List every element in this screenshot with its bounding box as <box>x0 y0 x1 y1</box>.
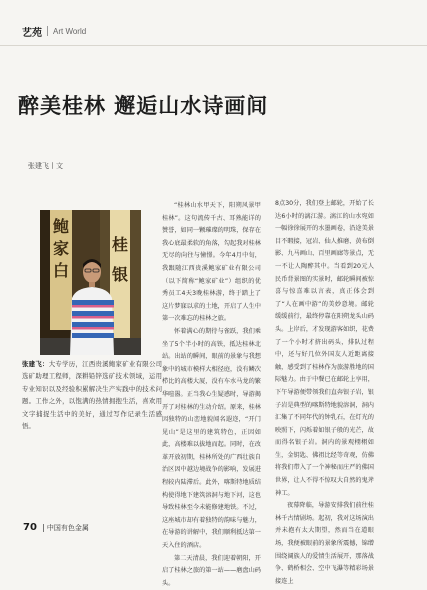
sign-char-3: 白 <box>52 261 70 280</box>
section-name-cn: 艺苑 <box>22 27 42 39</box>
header-rule <box>0 45 427 46</box>
author-photo-illustration <box>40 210 141 355</box>
footer-divider <box>43 524 44 532</box>
sign-char-2: 家 <box>52 239 70 258</box>
page-number: 70 <box>23 522 37 533</box>
article-byline: 张建飞丨文 <box>28 162 63 170</box>
author-name: 张建飞： <box>22 360 49 368</box>
paragraph: 8点30分，我们登上邮轮，开始了长达6小时的漓江游。漓江的山水宛如一幅徐徐展开的水墨画卷，沿途美景目不暇接，冠岩、仙人推磨、黄布倒影、九马画山、百里画廊等景点，无一不让人陶醉其中。当看到20元人民币背景图的实景时，邮轮瞬间被惊喜与惊喜难以言表，真正体会到了“人在画中游”的美妙意境。邮轮缓缓前行，最终停靠在阳朔龙头山码头。上岸后，才发现游客如织，花费了一个小时才挤出码头，排队过程中，还与好几位外国友人近距离接触，感受到了桂林作为旅游胜地的国际魅力。由于中餐已在邮轮上享用，下午导游便带领我们直奔银子岩，银子岩是典型的喀斯特地貌溶洞，洞内汇集了不同年代的钟乳石，在灯光的映照下，闪烁着如银子般的光芒，故而得名银子岩。洞内的景观栩栩如生，金钥匙、佛祖比经等奇观，仿佛将我们带入了一个神秘而庄严的佛国世界，让人不得不惊叹大自然的鬼斧神工。 <box>275 200 374 497</box>
author-photo <box>40 210 141 355</box>
author-bio-text: 大专学历，江西贵溪鲍家矿业有限公司选矿助理工程师，深耕铅锌选矿技术领域，运用专业知识以及经验积累解决生产实践中的技术问题。工作之外，以饱满的热情拥抱生活，喜欢用文字捕捉生活中的美好，通过写作记录生活感悟。 <box>22 360 163 431</box>
section-header <box>22 24 86 38</box>
paragraph: 怀着满心的期待与雀跃，我们乘坐了5个半小时的高铁，抵达桂林北站。出站的瞬间，眼前的景象与我想象中的城市模样大相径庭，没有鳞次栉比的高楼大厦，没有车水马龙的繁华喧嚣。正当我心生疑惑时，导游揭开了对桂林的生动介绍。原来，桂林因独特的山峦地貌闻名遐迩，“开门见山”是这里的建筑特色，正因如此，高楼难以拔地而起。同时，在改革开放初期，桂林所处的广西壮族自治区因中越边境战争的影响，发展进程较内陆滞后。此外，喀斯特地质结构使得地下建筑溶洞与地下河，这也导致桂林至今未能修建地铁。不过，这座城市却有着独特的韵味与魅力，在导游的讲解中，我们顺利抵达第一天入住的酒店。 <box>162 327 261 550</box>
section-divider <box>47 26 48 36</box>
paragraph: 夜幕降临，导游安排我们前往桂林千古情剧场。起初，我对这场演出并未抱有太大期望，然而当在道眼场，我便被眼前的景象所震撼，锦缯围绕阔族人的爱情生活展开，那落战争、鹤桥相会、空中飞瀑等精彩场景接连上 <box>275 502 374 585</box>
publication-name: 中国有色金属 <box>46 523 89 532</box>
paragraph: 第二天清晨，我们迎着朝阳，开启了桂林之旅的第一站——磨盘山码头。 <box>162 554 261 587</box>
author-bio <box>22 358 162 432</box>
sign-char-4: 桂 <box>111 235 129 254</box>
section-name-en: Art World <box>53 26 87 36</box>
paragraph: “桂林山水甲天下，阳朔风景甲桂林”。这句流传千古、耳熟能详的赞誉，如同一颗璀璨的明珠，保存在我心底最柔软的角落，勾起我对桂林无尽的向往与憧憬。今年4月中旬，我跟随江西贵溪鲍家矿业有限公司（以下简称“鲍家矿业”）组织的优秀员工4天3晚桂林游，终于踏上了这片梦寐以求的土地，开启了人生中第一次难忘的桂林之旅。 <box>162 202 261 323</box>
page-footer <box>23 522 89 533</box>
article-column-2 <box>275 198 374 588</box>
article-title: 醉美桂林 邂逅山水诗画间 <box>18 94 269 118</box>
sign-char-1: 鲍 <box>52 217 70 236</box>
sign-char-5: 银 <box>111 265 129 284</box>
article-column-1 <box>162 200 261 590</box>
